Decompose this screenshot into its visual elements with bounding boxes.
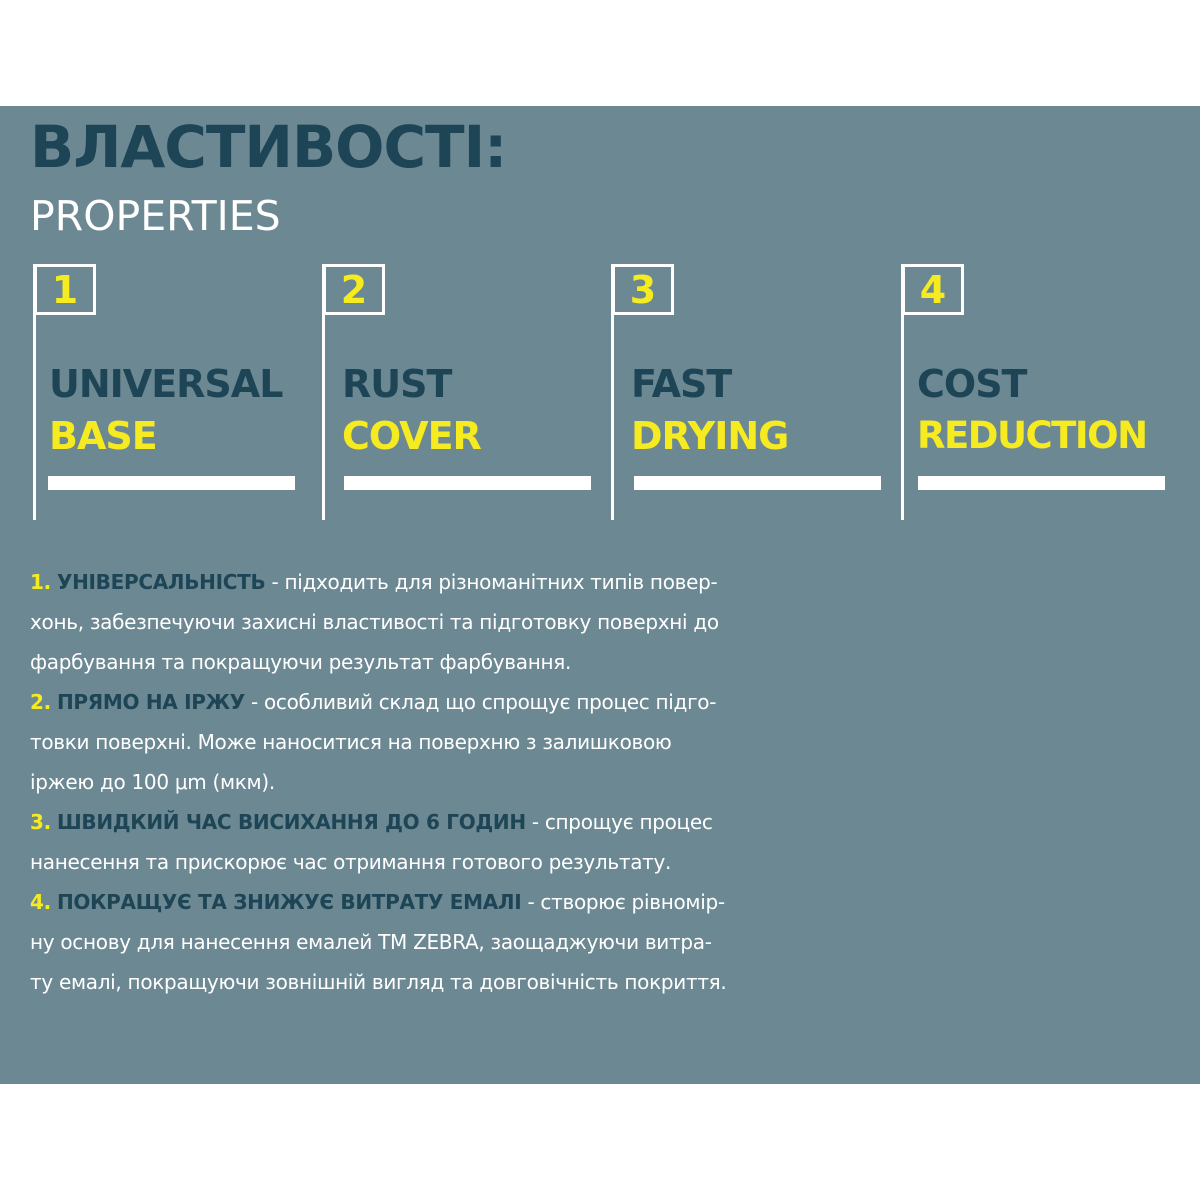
description-line <box>30 802 1180 842</box>
description-line <box>30 962 1180 1002</box>
description-line <box>30 562 1180 602</box>
item-keyword: ПРЯМО НА ІРЖУ <box>56 690 245 714</box>
item-keyword: ШВИДКИЙ ЧАС ВИСИХАННЯ ДО 6 ГОДИН <box>56 810 526 834</box>
card-label-line1: UNIVERSAL <box>49 362 283 406</box>
item-number: 3. <box>30 810 51 834</box>
item-text: - особливий склад що спрощує процес підго- <box>244 690 717 714</box>
item-number: 1. <box>30 570 51 594</box>
page-subtitle: PROPERTIES <box>30 192 281 240</box>
card-label-line1: COST <box>917 362 1027 406</box>
item-text: - спрощує процес <box>525 810 713 834</box>
description-line <box>30 722 1180 762</box>
item-text: ну основу для нанесення емалей ТМ ZEBRA, заощаджуючи витра- <box>30 930 712 954</box>
description-line <box>30 882 1180 922</box>
properties-description <box>30 562 1180 1002</box>
page-title: ВЛАСТИВОСТІ: <box>30 113 507 181</box>
card-underline-bar <box>48 476 295 490</box>
item-text: товки поверхні. Може наноситися на поверхню з залишковою <box>30 730 672 754</box>
card-label-line2: DRYING <box>631 414 789 458</box>
card-number-badge: 1 <box>34 264 96 315</box>
card-number-badge: 4 <box>902 264 964 315</box>
item-text: хонь, забезпечуючи захисні властивості та підготовку поверхні до <box>30 610 719 634</box>
item-text: іржею до 100 μm (мкм). <box>30 770 275 794</box>
card-label-line1: RUST <box>342 362 452 406</box>
card-label-line2: REDUCTION <box>917 414 1147 457</box>
item-keyword: ПОКРАЩУЄ ТА ЗНИЖУЄ ВИТРАТУ ЕМАЛІ <box>56 890 522 914</box>
description-line <box>30 922 1180 962</box>
description-line <box>30 842 1180 882</box>
item-text: - підходить для різноманітних типів повер- <box>265 570 718 594</box>
card-underline-bar <box>918 476 1165 490</box>
card-underline-bar <box>344 476 591 490</box>
item-keyword: УНІВЕРСАЛЬНІСТЬ <box>56 570 266 594</box>
card-underline-bar <box>634 476 881 490</box>
item-text: фарбування та покращуючи результат фарбування. <box>30 650 572 674</box>
item-number: 2. <box>30 690 51 714</box>
item-text: - створює рівномір- <box>521 890 725 914</box>
card-label-line2: BASE <box>49 414 157 458</box>
item-text: ту емалі, покращуючи зовнішній вигляд та довговічність покриття. <box>30 970 727 994</box>
description-line <box>30 762 1180 802</box>
card-number-badge: 3 <box>612 264 674 315</box>
description-line <box>30 602 1180 642</box>
item-text: нанесення та прискорює час отримання готового результату. <box>30 850 672 874</box>
description-line <box>30 682 1180 722</box>
item-number: 4. <box>30 890 51 914</box>
card-number-badge: 2 <box>323 264 385 315</box>
card-label-line2: COVER <box>342 414 481 458</box>
card-label-line1: FAST <box>631 362 732 406</box>
description-line <box>30 642 1180 682</box>
